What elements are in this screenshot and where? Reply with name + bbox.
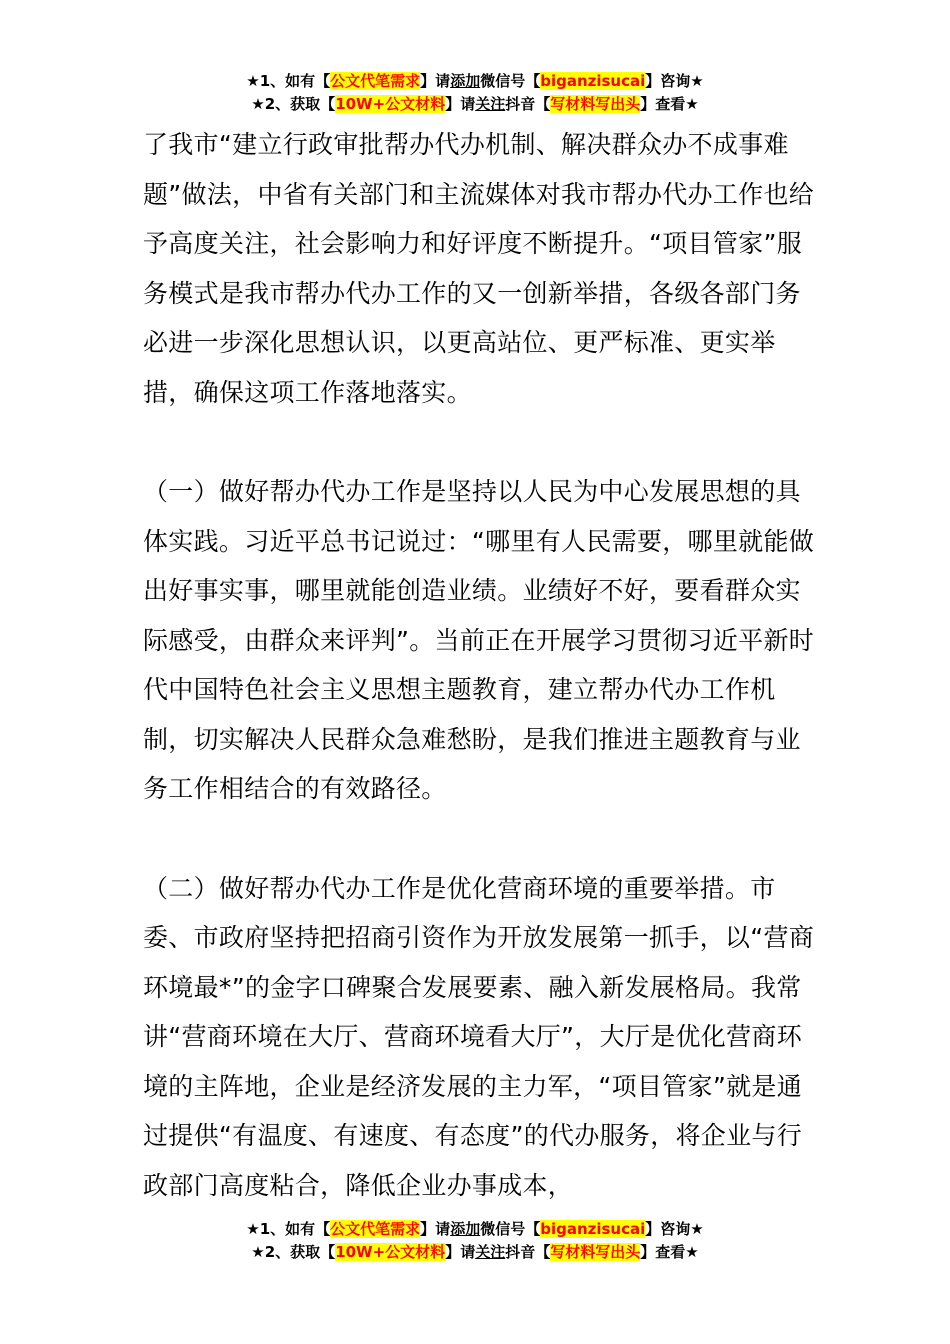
banner-highlight: 公文代笔需求 (330, 72, 421, 90)
banner-highlight: 写材料写出头 (550, 1243, 641, 1261)
banner-line-1 (0, 70, 950, 93)
banner-text: 】请 (445, 1243, 476, 1261)
banner-underlined: 添加 (450, 72, 481, 90)
footer-banner (0, 1218, 950, 1264)
banner-text: 】查看★ (640, 95, 699, 113)
banner-underlined: 添加 (450, 1220, 481, 1238)
banner-text: 】咨询★ (645, 1220, 704, 1238)
banner-text: 】请 (445, 95, 476, 113)
banner-highlight: 10W+公文材料 (335, 1243, 446, 1261)
banner-text: 抖音【 (505, 95, 551, 113)
banner-highlight: biganzisucai (540, 1220, 646, 1238)
banner-text: 】查看★ (640, 1243, 699, 1261)
banner-highlight: 写材料写出头 (550, 95, 641, 113)
banner-text: ★1、如有【 (246, 72, 331, 90)
banner-text: 】咨询★ (645, 72, 704, 90)
banner-line-1 (0, 1218, 950, 1241)
header-banner (0, 70, 950, 116)
banner-text: ★1、如有【 (246, 1220, 331, 1238)
banner-line-2 (0, 1241, 950, 1264)
document-body (143, 120, 823, 1210)
banner-text: ★2、获取【 (251, 95, 336, 113)
paragraph-spacer (143, 814, 823, 864)
banner-text: 微信号【 (480, 1220, 541, 1238)
paragraph-section-2: （二）做好帮办代办工作是优化营商环境的重要举措。市委、市政府坚持把招商引资作为开放发展第一抓手，以“营商环境最*”的金字口碑聚合发展要素、融入新发展格局。我常讲“营商环境在大厅、营商环境看大厅”，大厅是优化营商环境的主阵地，企业是经济发展的主力军，“项目管家”就是通过提供“有温度、有速度、有态度”的代办服务，将企业与行政部门高度粘合，降低企业办事成本， (143, 873, 815, 1200)
banner-text: 】请 (420, 1220, 451, 1238)
banner-text: 抖音【 (505, 1243, 551, 1261)
paragraph-spacer (143, 417, 823, 467)
paragraph-intro: 了我市“建立行政审批帮办代办机制、解决群众办不成事难题”做法，中省有关部门和主流媒体对我市帮办代办工作也给予高度关注，社会影响力和好评度不断提升。“项目管家”服务模式是我市帮办代办工作的又一创新举措，各级各部门务必进一步深化思想认识，以更高站位、更严标准、更实举措，确保这项工作落地落实。 (143, 130, 815, 407)
banner-highlight: 公文代笔需求 (330, 1220, 421, 1238)
banner-highlight: biganzisucai (540, 72, 646, 90)
banner-text: 微信号【 (480, 72, 541, 90)
paragraph-section-1: （一）做好帮办代办工作是坚持以人民为中心发展思想的具体实践。习近平总书记说过：“哪里有人民需要，哪里就能做出好事实事，哪里就能创造业绩。业绩好不好，要看群众实际感受，由群众来评判”。当前正在开展学习贯彻习近平新时代中国特色社会主义思想主题教育，建立帮办代办工作机制，切实解决人民群众急难愁盼，是我们推进主题教育与业务工作相结合的有效路径。 (143, 477, 815, 803)
banner-text: 】请 (420, 72, 451, 90)
banner-text: ★2、获取【 (251, 1243, 336, 1261)
banner-underlined: 关注 (475, 1243, 506, 1261)
banner-underlined: 关注 (475, 95, 506, 113)
banner-line-2 (0, 93, 950, 116)
banner-highlight: 10W+公文材料 (335, 95, 446, 113)
